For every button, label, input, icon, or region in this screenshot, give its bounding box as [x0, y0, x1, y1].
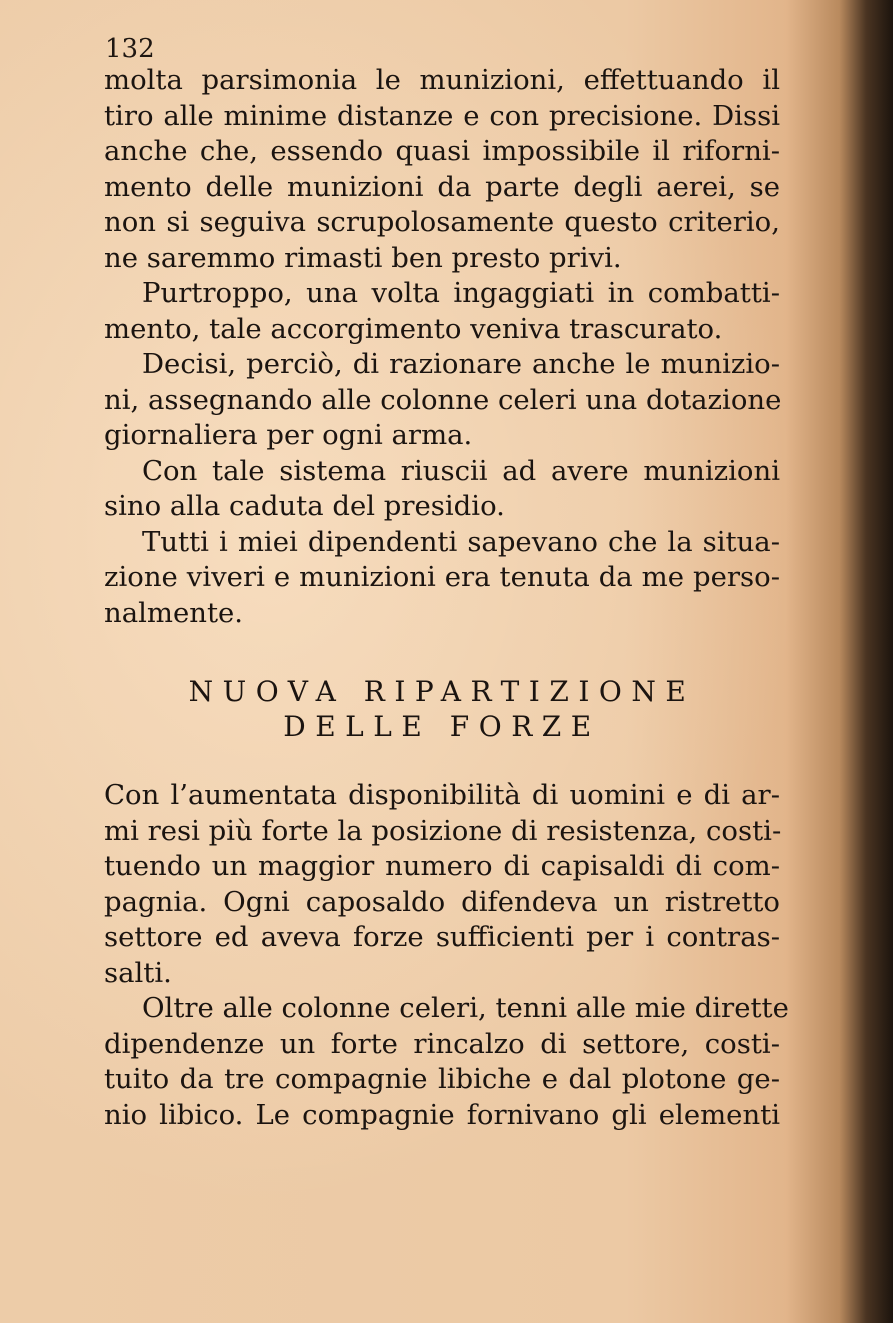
section-heading-line-1: NUOVA RIPARTIZIONE [188, 675, 696, 708]
text-line: nalmente. [104, 596, 244, 629]
text-line: anche che, essendo quasi impossibile il riforni- [104, 135, 780, 167]
text-line: giornaliera per ogni arma. [104, 419, 473, 451]
text-line: Purtroppo, una volta ingaggiati in combatti- [142, 277, 780, 309]
text-line: Con tale sistema riuscii ad avere munizioni [142, 454, 780, 487]
text-line: mi resi più forte la posizione di resistenza, costi- [104, 814, 782, 847]
text-line: dipendenze un forte rincalzo di settore, costi- [104, 1027, 780, 1060]
text-line: salti. [104, 956, 172, 989]
text-line: nio libico. Le compagnie fornivano gli elementi [104, 1098, 780, 1131]
text-line: ni, assegnando alle colonne celeri una dotazione [104, 383, 782, 416]
page-number: 132 [105, 34, 155, 64]
text-block-top [104, 63, 780, 631]
text-line: tuito da tre compagnie libiche e dal plotone ge- [104, 1063, 780, 1095]
text-line: ne saremmo rimasti ben presto privi. [104, 241, 622, 274]
text-line: non si seguiva scrupolosamente questo criterio, [104, 206, 780, 238]
text-line: Oltre alle colonne celeri, tenni alle mie dirette [142, 992, 789, 1024]
text-line: Decisi, perciò, di razionare anche le munizio- [142, 348, 780, 380]
text-line: tuendo un maggior numero di capisaldi di com- [104, 850, 780, 882]
text-line: settore ed aveva forze sufficienti per i contras- [104, 921, 780, 953]
text-line: zione viveri e munizioni era tenuta da me perso- [104, 561, 780, 593]
text-line: molta parsimonia le munizioni, effettuando il [104, 64, 780, 96]
text-line: pagnia. Ogni caposaldo difendeva un ristretto [104, 885, 780, 918]
text-line: mento delle munizioni da parte degli aerei, se [104, 170, 780, 203]
section-heading [104, 674, 780, 744]
text-line: Tutti i miei dipendenti sapevano che la situa- [142, 525, 780, 558]
text-line: mento, tale accorgimento veniva trascurato. [104, 312, 723, 345]
text-block-bottom [104, 778, 789, 1133]
text-line: sino alla caduta del presidio. [104, 490, 505, 522]
text-line: tiro alle minime distanze e con precisione. Dissi [104, 99, 780, 132]
section-heading-line-2: DELLE FORZE [283, 710, 601, 743]
text-line: Con l’aumentata disponibilità di uomini e di ar- [104, 779, 780, 811]
